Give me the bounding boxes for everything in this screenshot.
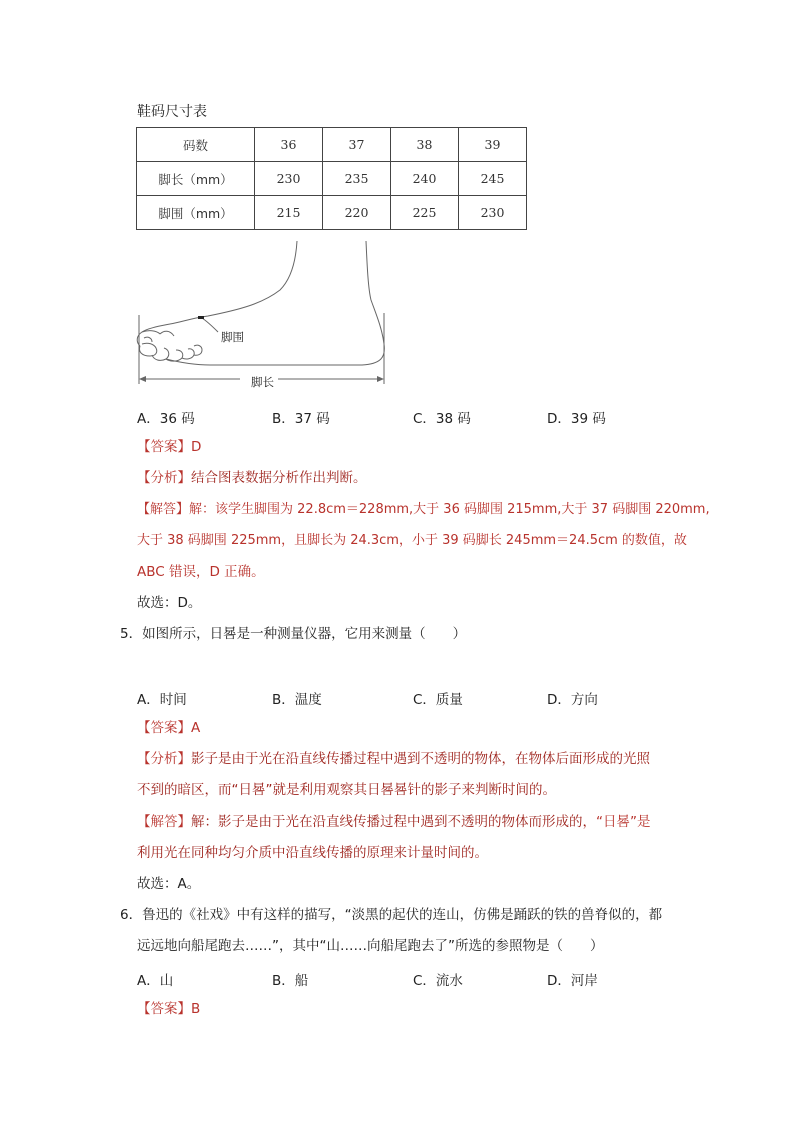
answer-value: A [191,720,201,736]
option-b: B．37 码 [272,411,330,427]
table-row [137,162,527,196]
answer-line [137,438,201,456]
answer-line [137,1000,200,1018]
table-cell: 230 [255,162,323,196]
foot-diagram [130,238,400,396]
choice-line: 故选：A。 [137,876,201,892]
table-title: 鞋码尺寸表 [137,104,207,120]
choice-line: 故选：D。 [137,595,202,611]
table-row [137,196,527,230]
answer-tag: 【答案】 [137,439,191,455]
option-c: C．38 码 [413,411,471,427]
table-cell: 230 [459,196,527,230]
girth-label: 脚围 [221,330,244,344]
solution-text: 解：影子是由于光在沿直线传播过程中遇到不透明的物体而形成的， [191,814,596,830]
table-cell: 39 [459,128,527,162]
shoe-size-table [136,127,527,230]
table-row-label: 脚长（mm） [137,162,255,196]
table-cell: 36 [255,128,323,162]
table-row-label: 码数 [137,128,255,162]
table-cell: 225 [391,196,459,230]
option-a: A．36 码 [137,411,195,427]
table-row-label: 脚围（mm） [137,196,255,230]
answer-value: D [191,439,202,455]
table-cell: 215 [255,196,323,230]
length-label: 脚长 [251,375,274,389]
analysis-text-line2: 不到的暗区，而“日晷”就是利用观察其日晷晷针的影子来判断时间的。 [137,782,556,798]
solution-text-line3: ABC 错误，D 正确。 [137,564,265,580]
solution-line [137,813,651,831]
analysis-tag: 【分析】 [137,751,191,767]
option-d: D．方向 [547,692,598,708]
solution-tag: 【解答】 [137,502,190,517]
analysis-line [137,469,367,487]
solution-text-line2: 大于 38 码脚围 225mm，且脚长为 24.3cm，小于 39 码脚长 245mm＝24.5cm 的数值，故 [137,533,687,548]
question-6-line1: 6．鲁迅的《社戏》中有这样的描写，“淡黑的起伏的连山，仿佛是踊跃的铁的兽脊似的，都 [120,907,663,923]
option-d: D．39 码 [547,411,606,427]
solution-line [137,501,710,519]
option-b: B．船 [272,973,309,989]
table-cell: 38 [391,128,459,162]
table-cell: 245 [459,162,527,196]
option-c: C．质量 [413,692,463,708]
option-a: A．山 [137,973,174,989]
table-row [137,128,527,162]
option-d: D．河岸 [547,973,598,989]
table-cell: 220 [323,196,391,230]
analysis-tag: 【分析】 [137,470,191,486]
analysis-line [137,750,650,768]
option-b: B．温度 [272,692,322,708]
table-cell: 235 [323,162,391,196]
analysis-text: 影子是由于光在沿直线传播过程中遇到不透明的物体，在物体后面形成的光照 [191,751,650,767]
table-cell: 240 [391,162,459,196]
option-c: C．流水 [413,973,463,989]
solution-text-quote: “日晷”是 [596,814,651,830]
solution-text: 解：该学生脚围为 22.8cm＝228mm,大于 36 码脚围 215mm,大于 37 码脚围 220mm, [189,502,710,517]
answer-tag: 【答案】 [137,720,191,736]
answer-value: B [191,1001,201,1017]
solution-tag: 【解答】 [137,814,191,830]
solution-text-line2: 利用光在同种均匀介质中沿直线传播的原理来计量时间的。 [137,845,488,861]
question-6-line2: 远远地向船尾跑去……”，其中“山……向船尾跑去了”所选的参照物是（ ） [137,938,604,954]
question-5: 5．如图所示，日晷是一种测量仪器，它用来测量（ ） [120,626,467,642]
answer-tag: 【答案】 [137,1001,191,1017]
analysis-text: 结合图表数据分析作出判断。 [191,470,367,486]
option-a: A．时间 [137,692,187,708]
answer-line [137,719,200,737]
table-cell: 37 [323,128,391,162]
